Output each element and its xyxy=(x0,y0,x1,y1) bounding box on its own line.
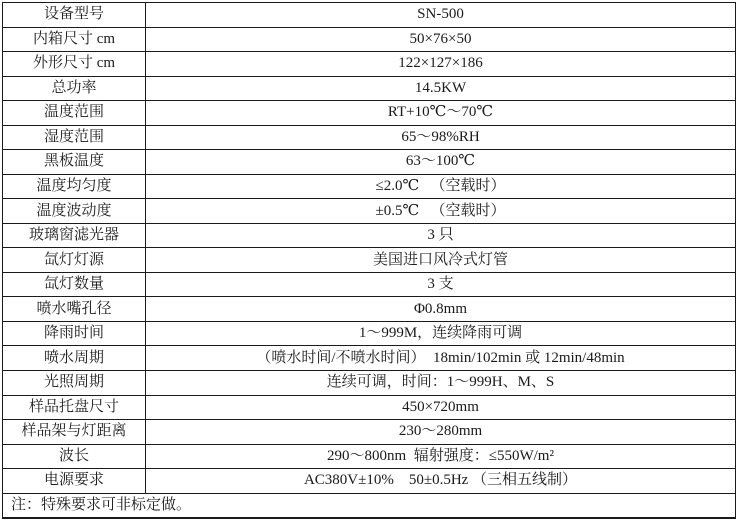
spec-value: SN-500 xyxy=(417,6,464,23)
spec-label: 波长 xyxy=(3,445,146,469)
spec-value: 65～98%RH xyxy=(401,128,480,145)
spec-value: 450×720mm xyxy=(402,398,479,415)
spec-label: 温度波动度 xyxy=(3,199,146,223)
table-row xyxy=(3,28,735,53)
spec-label: 样品托盘尺寸 xyxy=(3,396,146,420)
spec-value: 连续可调，时间：1～999H、M、S xyxy=(326,374,555,391)
spec-label: 光照周期 xyxy=(3,371,146,395)
spec-value: 美国进口风冷式灯管 xyxy=(372,251,508,268)
table-row xyxy=(3,77,735,102)
spec-value: 1～999M，连续降雨可调 xyxy=(358,325,523,342)
equipment-spec-table xyxy=(2,2,736,519)
table-row xyxy=(3,396,735,421)
spec-value: Φ0.8mm xyxy=(413,300,468,317)
table-row xyxy=(3,248,735,273)
spec-label: 氙灯数量 xyxy=(3,273,146,297)
table-note-row xyxy=(3,494,735,518)
spec-label: 设备型号 xyxy=(3,3,146,27)
spec-value: ≤2.0℃ （空载时） xyxy=(375,177,506,194)
spec-label: 电源要求 xyxy=(3,469,146,493)
table-row xyxy=(3,150,735,175)
spec-value: 122×127×186 xyxy=(398,55,483,72)
spec-label: 降雨时间 xyxy=(3,322,146,346)
spec-label: 温度均匀度 xyxy=(3,175,146,199)
spec-value: ±0.5℃ （空载时） xyxy=(375,202,506,219)
spec-label: 黑板温度 xyxy=(3,150,146,174)
table-row xyxy=(3,52,735,77)
spec-label: 温度范围 xyxy=(3,101,146,125)
spec-label: 喷水嘴孔径 xyxy=(3,297,146,321)
spec-value: 3 只 xyxy=(427,227,454,244)
table-row xyxy=(3,101,735,126)
spec-label: 总功率 xyxy=(3,77,146,101)
table-row xyxy=(3,346,735,371)
spec-value: 14.5KW xyxy=(414,79,467,96)
spec-value: AC380V±10% 50±0.5Hz （三相五线制） xyxy=(303,472,578,489)
spec-label: 外形尺寸 cm xyxy=(3,52,146,76)
spec-label: 湿度范围 xyxy=(3,126,146,150)
spec-label: 氙灯灯源 xyxy=(3,248,146,272)
table-row xyxy=(3,469,735,494)
spec-value: 50×76×50 xyxy=(409,30,472,47)
table-row xyxy=(3,297,735,322)
spec-value: 63～100℃ xyxy=(405,153,476,170)
spec-value: 290～800nm 辐射强度：≤550W/m² xyxy=(327,447,554,464)
table-row xyxy=(3,3,735,28)
spec-label: 样品架与灯距离 xyxy=(3,420,146,444)
table-row xyxy=(3,224,735,249)
table-row xyxy=(3,175,735,200)
spec-value: 230～280mm xyxy=(398,423,483,440)
note-text: 注：特殊要求可非标定做。 xyxy=(11,496,192,513)
table-row xyxy=(3,126,735,151)
table-row xyxy=(3,445,735,470)
table-row xyxy=(3,371,735,396)
spec-value: RT+10℃～70℃ xyxy=(387,104,494,121)
table-row xyxy=(3,420,735,445)
spec-value: 3 支 xyxy=(427,276,454,293)
spec-label: 玻璃窗滤光器 xyxy=(3,224,146,248)
table-row xyxy=(3,273,735,298)
spec-label: 内箱尺寸 cm xyxy=(3,28,146,52)
spec-label: 喷水周期 xyxy=(3,346,146,370)
table-row xyxy=(3,199,735,224)
spec-value: （喷水时间/不喷水时间） 18min/102min 或 12min/48min xyxy=(256,349,625,366)
table-row xyxy=(3,322,735,347)
